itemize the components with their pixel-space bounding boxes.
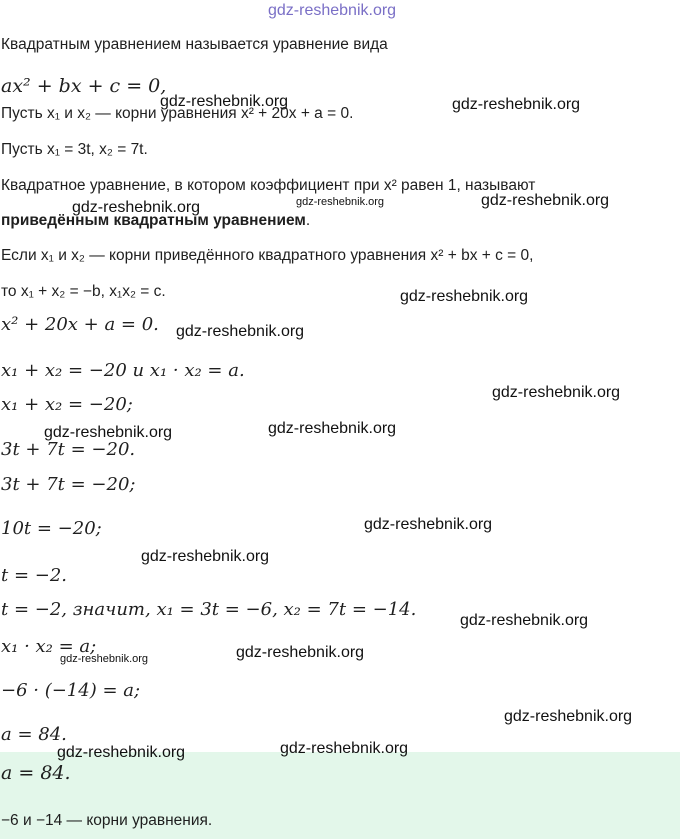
general-form-equation: ax² + bx + c = 0, bbox=[1, 75, 167, 97]
equation-line: x² + 20x + a = 0. bbox=[1, 314, 159, 335]
watermark: gdz-reshebnik.org bbox=[60, 653, 149, 665]
vieta-condition: Если x₁ и x₂ — корни приведённого квадратного уравнения x² + bx + c = 0, bbox=[1, 247, 534, 264]
site-header-watermark: gdz-reshebnik.org bbox=[268, 2, 397, 19]
watermark: gdz-reshebnik.org bbox=[72, 199, 201, 216]
roots-found: t = −2, значит, x₁ = 3t = −6, x₂ = 7t = −14. bbox=[1, 599, 417, 620]
reduced-term-end: . bbox=[305, 212, 311, 229]
watermark: gdz-reshebnik.org bbox=[57, 744, 186, 761]
product-substitution: −6 · (−14) = a; bbox=[1, 680, 141, 701]
watermark: gdz-reshebnik.org bbox=[268, 420, 397, 437]
substitution-1: 3t + 7t = −20. bbox=[1, 439, 136, 460]
watermark: gdz-reshebnik.org bbox=[452, 96, 581, 113]
vieta-application: x₁ + x₂ = −20 и x₁ · x₂ = a. bbox=[1, 360, 245, 381]
vieta-result: то x₁ + x₂ = −b, x₁x₂ = c. bbox=[1, 283, 166, 300]
watermark: gdz-reshebnik.org bbox=[492, 384, 621, 401]
watermark: gdz-reshebnik.org bbox=[504, 708, 633, 725]
watermark: gdz-reshebnik.org bbox=[460, 612, 589, 629]
reduced-term: приведённым квадратным уравнением bbox=[1, 212, 306, 229]
watermark: gdz-reshebnik.org bbox=[364, 516, 493, 533]
answer-a-value: a = 84. bbox=[1, 762, 71, 784]
watermark: gdz-reshebnik.org bbox=[236, 644, 365, 661]
roots-statement: Пусть x₁ и x₂ — корни уравнения x² + 20x + a = 0. bbox=[1, 105, 354, 122]
sum-equation: x₁ + x₂ = −20; bbox=[1, 394, 133, 415]
watermark: gdz-reshebnik.org bbox=[481, 192, 610, 209]
watermark: gdz-reshebnik.org bbox=[280, 740, 409, 757]
watermark: gdz-reshebnik.org bbox=[400, 288, 529, 305]
a-value: a = 84. bbox=[1, 724, 67, 745]
answer-roots: −6 и −14 — корни уравнения. bbox=[1, 812, 213, 829]
substitution-2: 3t + 7t = −20; bbox=[1, 474, 136, 495]
combine-line: 10t = −20; bbox=[1, 518, 102, 539]
watermark: gdz-reshebnik.org bbox=[176, 323, 305, 340]
reduced-definition: Квадратное уравнение, в котором коэффициент при x² равен 1, называют bbox=[1, 177, 536, 194]
product-equation: x₁ · x₂ = a; bbox=[1, 636, 97, 657]
watermark: gdz-reshebnik.org bbox=[296, 196, 385, 208]
watermark: gdz-reshebnik.org bbox=[141, 548, 270, 565]
watermark: gdz-reshebnik.org bbox=[44, 424, 173, 441]
definition-text: Квадратным уравнением называется уравнение вида bbox=[1, 36, 388, 53]
t-value: t = −2. bbox=[1, 565, 68, 586]
watermark: gdz-reshebnik.org bbox=[160, 93, 289, 110]
assumption-line: Пусть x₁ = 3t, x₂ = 7t. bbox=[1, 141, 148, 158]
